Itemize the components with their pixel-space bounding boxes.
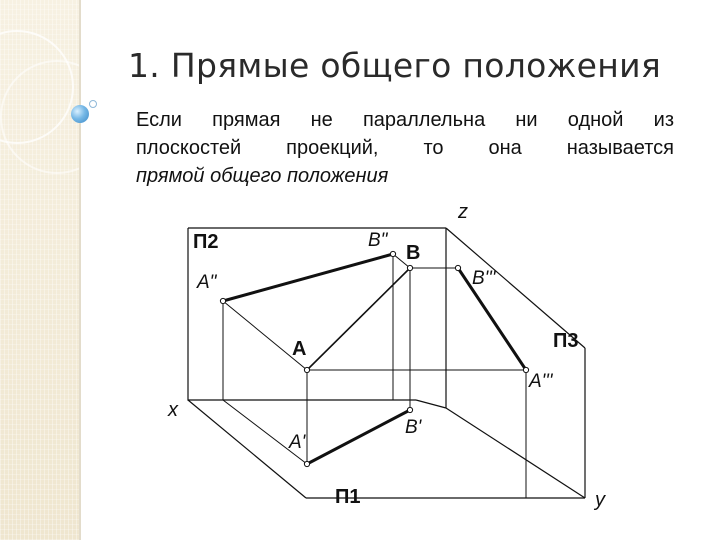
label-point-B: B	[406, 242, 421, 264]
frontal-plane-edge	[188, 228, 416, 400]
projection-lines	[223, 254, 526, 498]
point-A-top	[304, 461, 309, 466]
label-axis-y: y	[595, 489, 605, 511]
label-axis-x: x	[168, 399, 178, 421]
x-axis-end	[416, 400, 446, 408]
label-A-top: A'	[289, 432, 306, 453]
labels	[167, 201, 606, 511]
paragraph-line-1: Если прямая не параллельна ни одной из	[136, 109, 674, 131]
point-B-top	[407, 407, 412, 412]
point-B	[407, 265, 412, 270]
segment-AB	[307, 268, 410, 370]
point-B-side	[455, 265, 460, 270]
segment-A-B-top-projection	[307, 410, 410, 464]
line-AB	[307, 268, 410, 370]
label-B-front: B"	[368, 230, 388, 251]
paragraph-line-2: плоскостей проекций, то она называется	[136, 137, 674, 159]
projection-planes	[188, 228, 585, 498]
point-A-front	[220, 298, 225, 303]
label-axis-z: z	[458, 201, 468, 223]
point-B-front	[390, 251, 395, 256]
point-A	[304, 367, 309, 372]
label-plane-h: П1	[335, 486, 361, 508]
label-A-front: A"	[197, 272, 217, 293]
slide-title: 1. Прямые общего положения	[128, 46, 662, 85]
label-plane-v: П2	[193, 231, 219, 253]
label-B-side: B'''	[472, 268, 496, 289]
label-plane-w: П3	[553, 330, 579, 352]
paragraph-term: прямой общего положения	[136, 165, 389, 187]
label-A-side: A'''	[529, 371, 553, 392]
y-axis	[446, 408, 585, 498]
point-A-side	[523, 367, 528, 372]
label-point-A: A	[292, 338, 307, 360]
segment-A-B-front-projection	[223, 254, 393, 301]
label-B-top: B'	[405, 417, 422, 438]
